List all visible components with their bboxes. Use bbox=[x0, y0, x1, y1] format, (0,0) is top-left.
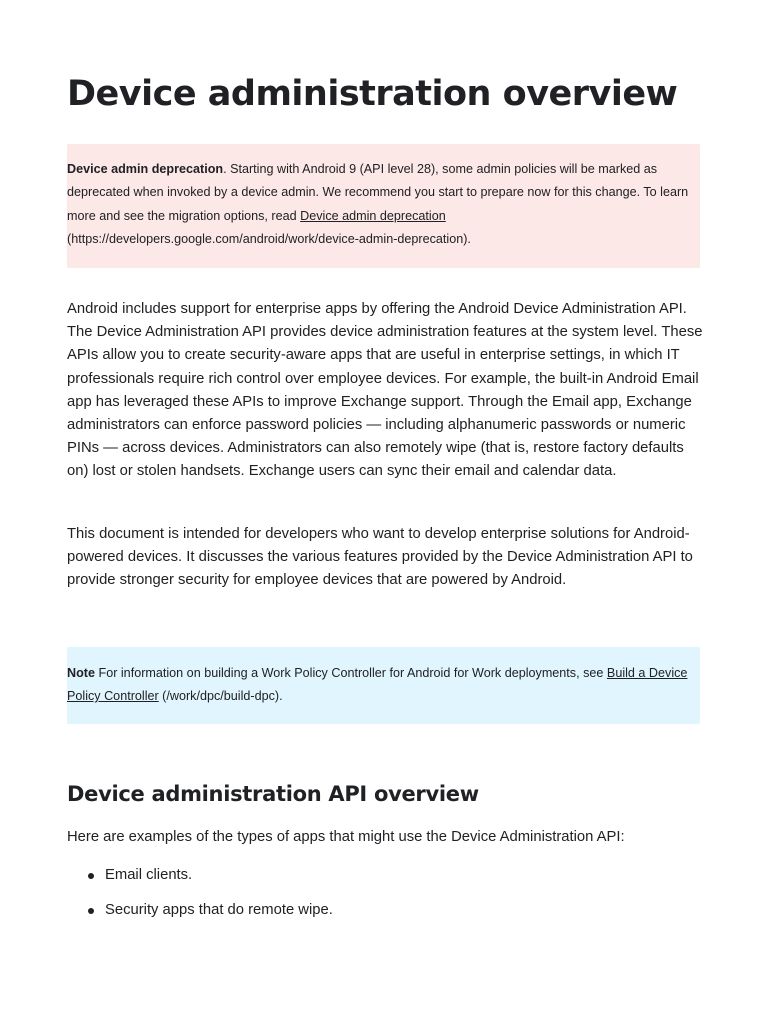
deprecation-callout-body: . Starting with Android 9 (API level 28), some admin policies will be marked as deprecated when invoked by a device admin. We recommend you start to prepare now for this change. To learn more and see the migration options, read bbox=[67, 162, 689, 223]
deprecation-callout bbox=[67, 144, 700, 268]
section-intro-paragraph: Here are examples of the types of apps that might use the Device Administration API: bbox=[67, 829, 625, 845]
device-admin-deprecation-link[interactable]: Device admin deprecation bbox=[300, 208, 446, 223]
example-apps-list bbox=[67, 864, 333, 933]
list-item-text: Security apps that do remote wipe. bbox=[105, 901, 333, 918]
page-title: Device administration overview bbox=[67, 74, 678, 114]
note-callout bbox=[67, 647, 700, 724]
deprecation-url-text: (https://developers.google.com/android/work/device-admin-deprecation). bbox=[67, 231, 471, 246]
note-callout-text bbox=[67, 662, 700, 709]
intro-paragraph: Android includes support for enterprise apps by offering the Android Device Administration API. The Device Administration API provides device administration features at the system level. These APIs allow you to create security-aware apps that are useful in enterprise settings, in which IT professionals require rich control over employee devices. For example, the built-in Android Email app has leveraged these APIs to improve Exchange support. Through the Email app, Exchange administrators can enforce password policies — including alphanumeric passwords or numeric PINs — across devices. Administrators can also remotely wipe (that is, restore factory defaults on) lost or stolen handsets. Exchange users can sync their email and calendar data. bbox=[67, 301, 703, 480]
bullet-icon bbox=[88, 873, 94, 879]
deprecation-callout-text bbox=[67, 158, 700, 251]
purpose-paragraph: This document is intended for developers who want to develop enterprise solutions for Android-powered devices. It discusses the various features provided by the Device Administration API to provide stronger security for employee devices that are powered by Android. bbox=[67, 526, 693, 589]
note-callout-body: For information on building a Work Policy Controller for Android for Work deployments, see bbox=[95, 666, 607, 680]
section-heading: Device administration API overview bbox=[67, 782, 479, 806]
build-dpc-link[interactable]: Build a Device Policy Controller bbox=[67, 666, 688, 704]
bullet-icon bbox=[88, 908, 94, 914]
list-item bbox=[67, 899, 333, 922]
deprecation-callout-label: Device admin deprecation bbox=[67, 162, 224, 176]
note-callout-label: Note bbox=[67, 666, 95, 680]
list-item-text: Email clients. bbox=[105, 867, 193, 883]
list-item bbox=[67, 864, 333, 887]
build-dpc-url-text: (/work/dpc/build-dpc). bbox=[158, 689, 283, 704]
